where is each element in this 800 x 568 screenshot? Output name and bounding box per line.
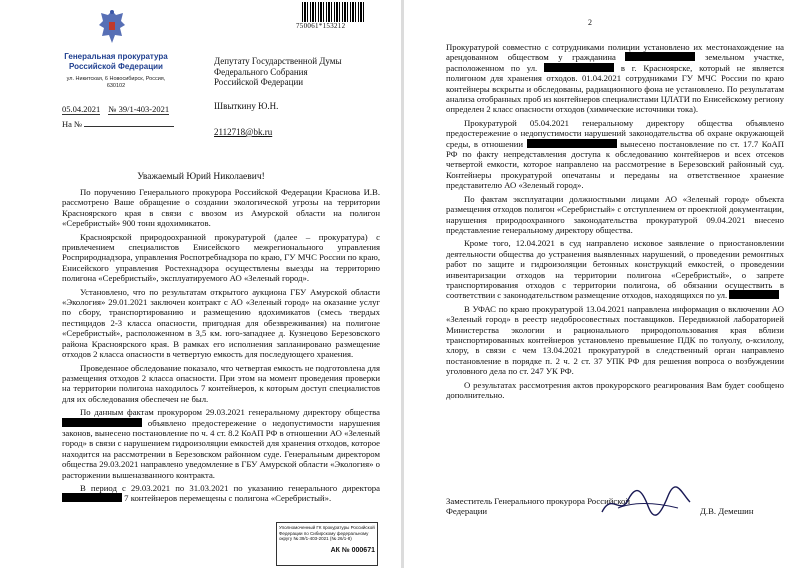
organization-name: Генеральная прокуратура Российской Федерации [64, 52, 168, 71]
paragraph: Проведенное обследование показало, что четвертая емкость не подготовлена для размещения отходов 2 класса опасности. При этом на момент проведения проверки на территории полигона находилось 7 контейнеров, к которым доступ специалистов для их обследования обеспечен не был. [62, 362, 380, 404]
signatory-name: Д.В. Демешин [700, 506, 754, 516]
registration-number: № 39/1-403-2021 [108, 104, 170, 114]
recipient-line: Российской Федерации [214, 77, 304, 87]
recipient-block [214, 56, 384, 111]
signatory-title: Заместитель Генерального прокурора Российской Федерации [446, 496, 631, 517]
recipient-line: Депутату Государственной Думы [214, 56, 342, 66]
barcode-number: 750061*153212 [296, 22, 346, 30]
recipient-line: Федерального Собрания [214, 66, 308, 77]
paragraph: Красноярской природоохранной прокуратурой (далее – прокуратура) с привлечением специалистов Енисейского межрегионального управления Росприроднадзора, управления Роспотребнадзора по краю, ГУ МЧС России по краю, Енисейского управления Ростехнадзора осуществлены выезды на территорию полигона «Серебристый», эксплуатируемого АО «Зеленый город». [62, 231, 380, 284]
paragraph: Прокуратурой совместно с сотрудниками полиции установлено их местонахождение на арендованном обществом у гражданина земельном участке, расположенном по ул. в г. Красноярске, который не является полигоном для хранения отходов. 01.04.2021 сотрудниками ГУ МЧС России по краю контейнеры вскрыты и обследованы, радиационного фона не установлено. По результатам анализа отобранных проб из контейнеров специалистами ЦЛАТИ по Енисейскому региону определен 2 класс опасности отходов (химические источники тока). [446, 42, 785, 115]
redaction-block [62, 418, 142, 427]
redaction-block [729, 290, 779, 299]
redaction-block [544, 63, 614, 72]
reply-reference: На № [62, 118, 174, 129]
redaction-block [625, 52, 695, 61]
paragraph: По данным фактам прокурором 29.03.2021 генеральному директору общества объявлено предостережение о недопустимости нарушения законов, вынесено постановление по ч. 4 ст. 8.2 КоАП РФ в отношении АО «Зеленый город» в связи с нарушением гидроизоляции емкостей для хранения отходов, которое находится на рассмотрении в Березовском районном суде. Генеральным директором общества 29.03.2021 направлено уведомление в ГБУ Амурской области «Экология» о расторжении вышеназванного контракта. [62, 407, 381, 480]
paragraph: В период с 29.03.2021 по 31.03.2021 по указанию генерального директора 7 контейнеров перемещены с полигона «Серебристый». [62, 483, 380, 504]
greeting: Уважаемый Юрий Николаевич! [137, 172, 265, 182]
redaction-block [62, 493, 122, 502]
stamp-number: АК № 000671 [330, 547, 375, 555]
coat-of-arms-emblem [96, 8, 128, 46]
paragraph: В УФАС по краю прокуратурой 13.04.2021 направлена информация о включении АО «Зеленый город» в реестр недобросовестных поставщиков. Передвижной лабораторией Министерства экологии и рационального природопользования края вблизи транспортированных контейнеров установлено превышение ПДК по толуолу, о-ксилолу, хлору, в связи с чем 13.04.2021 прокуратурой в следственный орган направлено постановление в порядке п. 2 ч. 2 ст. 37 УПК РФ для решения вопроса о возбуждении уголовного дела по ст. 247 УК РФ. [446, 303, 784, 377]
paragraph: Прокуратурой 05.04.2021 генеральному директору общества объявлено предостережение о недопустимости нарушений законодательства об охране окружающей среды, в отношении вынесено постановление по ст. 17.7 КоАП РФ по факту непредставления доступа к обследованию контейнеров и всех отсеков четвертой емкости, которое направлено на рассмотрение в Березовский районный суд. Контейнеры прокуратурой опечатаны и переданы на ответственное хранение представителю АО «Зеленый город». [446, 117, 784, 191]
letter-page-2 [404, 0, 800, 568]
letter-body-page-1 [62, 187, 380, 507]
handwritten-signature [598, 486, 694, 520]
paragraph: О результатах рассмотрения актов прокурорского реагирования Вам будет сообщено дополнительно. [446, 379, 784, 400]
registration-date: 05.04.2021 [62, 104, 101, 114]
paragraph: Кроме того, 12.04.2021 в суд направлено исковое заявление о приостановлении деятельности общества до устранения выявленных нарушений, о проведении ремонтных работ по защите и гидроизоляции бетонных конструкций емкостей, о проведении инвентаризации отходов на территории полигона «Серебристый», о запрете транспортирования отходов с территории полигона, об обязании осуществить в соответствии с законодательством размещение отходов, находящихся по ул. [446, 238, 784, 301]
paragraph: Установлено, что по результатам открытого аукциона ГБУ Амурской области «Экология» 29.01.2021 заключен контракт с АО «Зеленый город» на оказание услуг по сбору, транспортированию и размещению ядохимикатов (смесь твердых пестицидов 2-3 класса опасности, пригодная для обезвреживания) на полигоне «Серебристый», расположенном в 3,5 км. юго-западнее д. Кузнецово Березовского района Красноярского края. В рамках его исполнения запланировано размещение отходов 2 класса опасности в четвертую емкость для последующего хранения. [62, 286, 380, 360]
paragraph: По поручению Генерального прокурора Российской Федерации Краснова И.В. рассмотрено Ваше обращение о создании экологической угрозы на территории Красноярского края в связи с ввозом из Амурской области на полигон «Серебристый» 900 тонн ядохимикатов. [62, 187, 380, 229]
barcode [302, 2, 364, 22]
registration-line [62, 104, 169, 115]
redaction-block [527, 139, 617, 148]
paragraph: По фактам эксплуатации должностными лицами АО «Зеленый город» объекта размещения отходов полигон «Серебристый» с отступлением от проектной документации, нарушения природоохранного законодательства прокуратурой 09.04.2021 внесено представление генеральному директору общества. [446, 193, 784, 235]
recipient-name: Швыткину Ю.Н. [214, 100, 279, 111]
letter-body-page-2 [446, 42, 784, 403]
registration-stamp: Уполномоченный ГК прокуратуры Российской Федерации по Сибирскому федеральному округу № 39/1-403-2021 (№ 26/1-8) АК № 000671 [276, 522, 378, 566]
organization-address: ул. Никитская, 6 Новосибирск, Россия, 630102 [66, 76, 166, 89]
page-number: 2 [588, 18, 592, 27]
recipient-email: 2112718@bk.ru [214, 127, 273, 137]
